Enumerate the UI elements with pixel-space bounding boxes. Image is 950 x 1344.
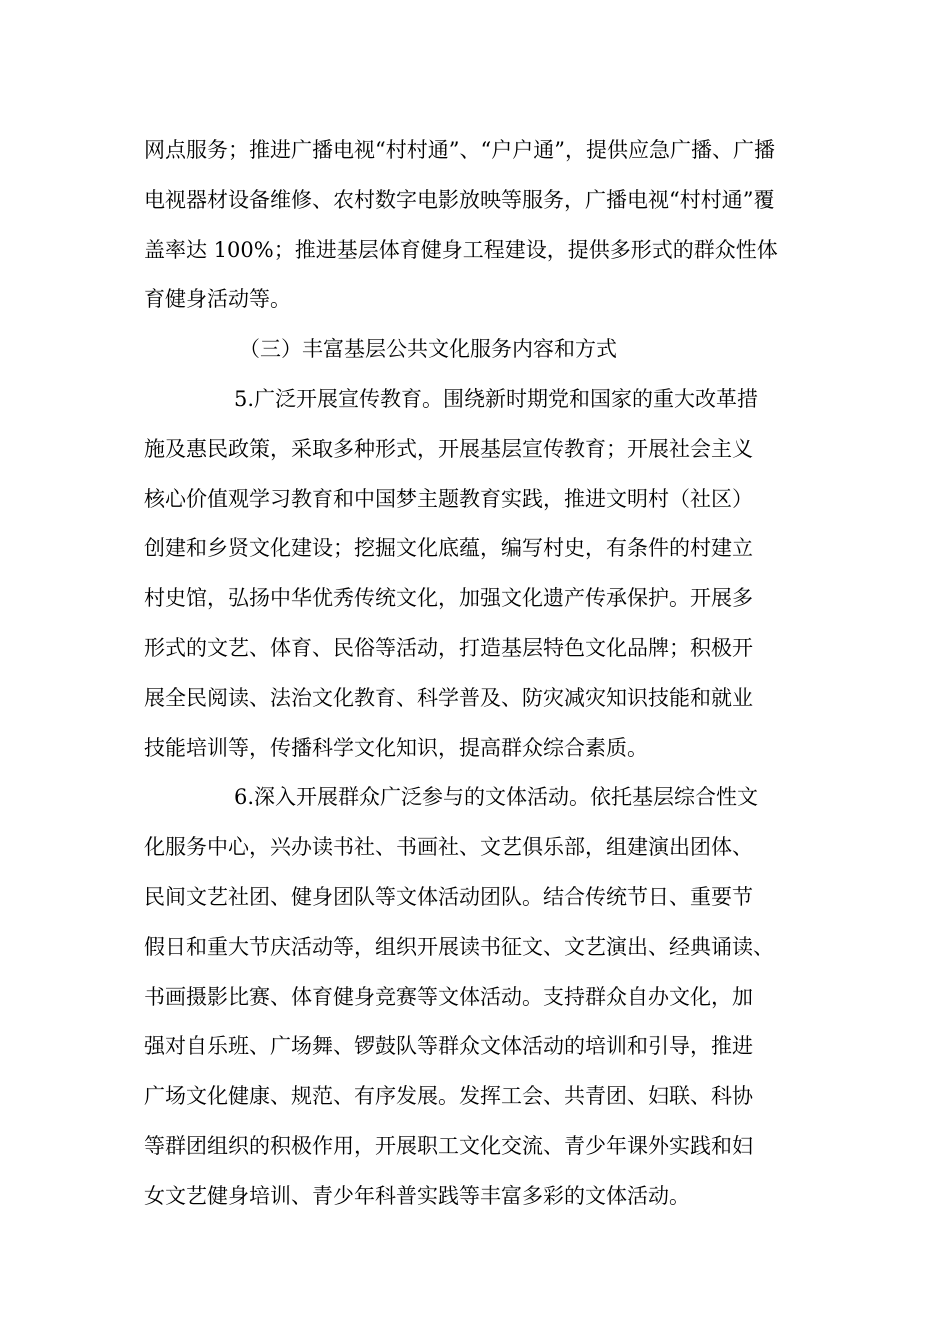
text-line: 施及惠民政策，采取多种形式，开展基层宣传教育；开展社会主义 [144,436,753,461]
text-line: 强对自乐班、广场舞、锣鼓队等群众文体活动的培训和引导，推进 [144,1034,753,1059]
text-line: 育健身活动等。 [144,287,291,312]
text-line: 女文艺健身培训、青少年科普实践等丰富多彩的文体活动。 [144,1183,690,1208]
text-line: 村史馆，弘扬中华优秀传统文化，加强文化遗产传承保护。开展多 [144,586,753,611]
text-line: 广场文化健康、规范、有序发展。发挥工会、共青团、妇联、科协 [144,1084,753,1109]
text-line: 网点服务；推进广播电视“村村通”、“户户通”，提供应急广播、广播 [144,138,775,162]
text-line: 创建和乡贤文化建设；挖掘文化底蕴，编写村史，有条件的村建立 [144,536,753,561]
text-line: 书画摄影比赛、体育健身竞赛等文体活动。支持群众自办文化，加 [144,984,753,1009]
text-line: 技能培训等，传播科学文化知识，提高群众综合素质。 [144,735,648,760]
text-line: 形式的文艺、体育、民俗等活动，打造基层特色文化品牌；积极开 [144,635,753,660]
text-line: 展全民阅读、法治文化教育、科学普及、防灾减灾知识技能和就业 [144,685,753,710]
paragraph-6-start: 6.深入开展群众广泛参与的文体活动。依托基层综合性文 [234,785,759,810]
body-text [144,126,824,1222]
text-line: 核心价值观学习教育和中国梦主题教育实践，推进文明村（社区） [144,486,753,511]
text-line: 假日和重大节庆活动等，组织开展读书征文、文艺演出、经典诵读、 [144,934,774,959]
text-line: 等群团组织的积极作用，开展职工文化交流、青少年课外实践和妇 [144,1133,753,1158]
section-heading: （三）丰富基层公共文化服务内容和方式 [239,337,617,362]
text-line: 盖率达 100%；推进基层体育健身工程建设，提供多形式的群众性体 [144,237,778,262]
paragraph-5-start: 5.广泛开展宣传教育。围绕新时期党和国家的重大改革措 [234,386,759,411]
text-line: 化服务中心，兴办读书社、书画社、文艺俱乐部，组建演出团体、 [144,835,753,860]
text-line: 电视器材设备维修、农村数字电影放映等服务，广播电视“村村通”覆 [144,187,775,212]
text-line: 民间文艺社团、健身团队等文体活动团队。结合传统节日、重要节 [144,884,753,909]
